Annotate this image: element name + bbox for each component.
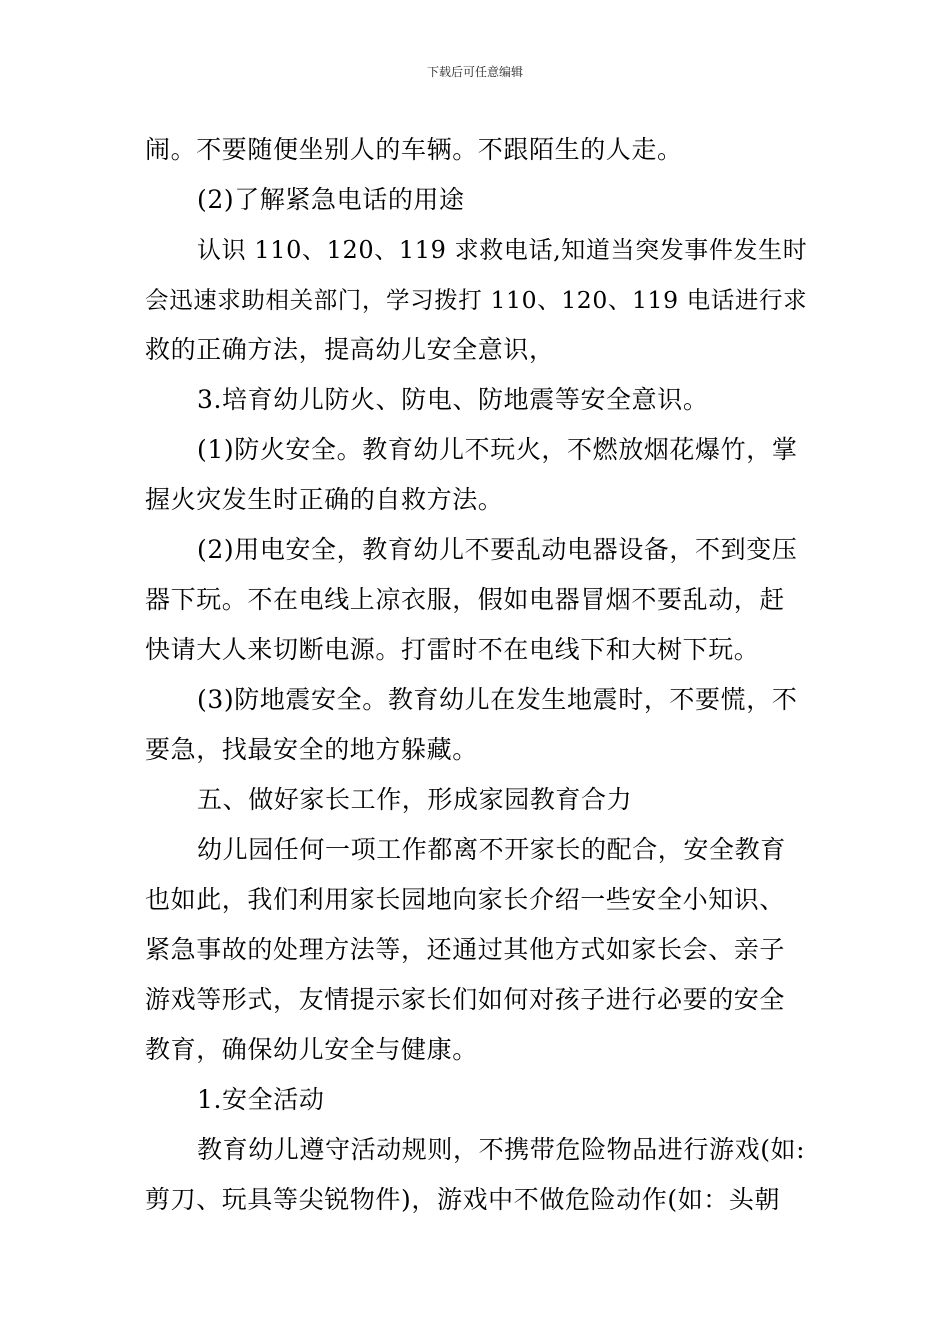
text-line: 握火灾发生时正确的自救方法。 (145, 485, 504, 514)
text-line: (2)用电安全，教育幼儿不要乱动电器设备，不到变压 (197, 535, 798, 564)
text-line: (1)防火安全。教育幼儿不玩火，不燃放烟花爆竹，掌 (197, 435, 798, 464)
text-line: 教育幼儿遵守活动规则，不携带危险物品进行游戏(如: (197, 1135, 806, 1164)
text-line: 剪刀、玩具等尖锐物件)，游戏中不做危险动作(如：头朝 (145, 1185, 781, 1214)
document-body (145, 125, 815, 1225)
text-line: 教育，确保幼儿安全与健康。 (145, 1035, 478, 1064)
text-line: 3.培育幼儿防火、防电、防地震等安全意识。 (197, 385, 709, 414)
text-line: 也如此，我们利用家长园地向家长介绍一些安全小知识、 (145, 885, 786, 914)
text-line: 器下玩。不在电线上凉衣服，假如电器冒烟不要乱动，赶 (145, 585, 786, 614)
text-line: 救的正确方法，提高幼儿安全意识， (145, 335, 555, 364)
text-line: 认识 110、120、119 求救电话,知道当突发事件发生时 (197, 236, 808, 264)
text-line: 五、做好家长工作，形成家园教育合力 (197, 785, 633, 814)
text-line: (3)防地震安全。教育幼儿在发生地震时，不要慌，不 (197, 685, 798, 714)
text-line: (2)了解紧急电话的用途 (197, 185, 465, 214)
page-header: 下载后可任意编辑 (426, 65, 523, 79)
text-line: 幼儿园任何一项工作都离不开家长的配合，安全教育 (197, 835, 786, 864)
text-line: 游戏等形式，友情提示家长们如何对孩子进行必要的安全 (145, 985, 786, 1014)
text-line: 会迅速求助相关部门，学习拨打 110、120、119 电话进行求 (145, 286, 808, 314)
text-line: 快请大人来切断电源。打雷时不在电线下和大树下玩。 (145, 635, 760, 664)
text-line: 要急，找最安全的地方躲藏。 (145, 735, 478, 764)
text-line: 闹。不要随便坐别人的车辆。不跟陌生的人走。 (145, 135, 683, 164)
text-line: 紧急事故的处理方法等，还通过其他方式如家长会、亲子 (145, 935, 786, 964)
text-line: 1.安全活动 (197, 1085, 325, 1114)
